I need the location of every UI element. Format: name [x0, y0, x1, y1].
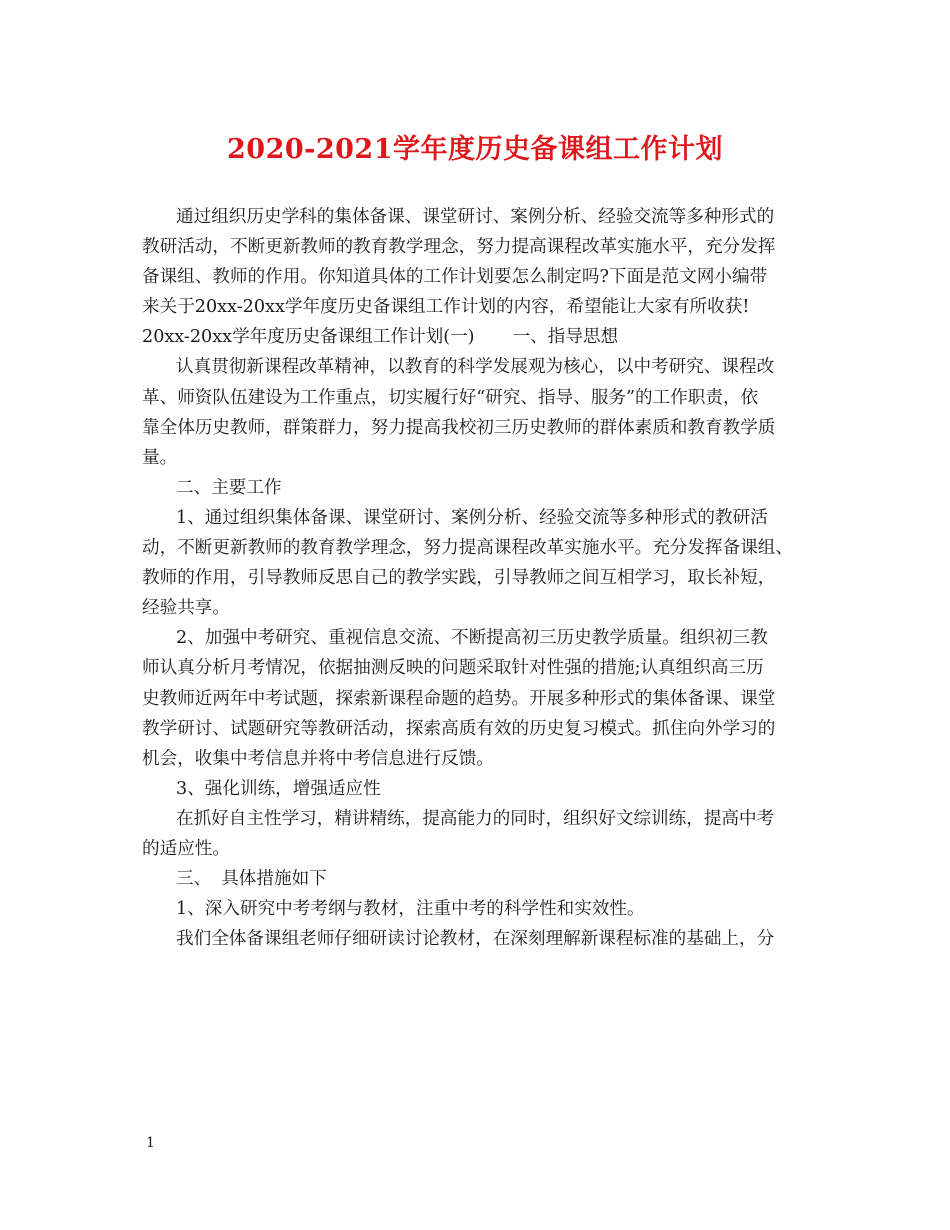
document-title: 2020-2021学年度历史备课组工作计划: [227, 134, 723, 165]
document-body: [142, 202, 822, 954]
section-number: 三、: [176, 869, 212, 890]
section-heading-line: [142, 864, 822, 894]
body-line: 革、师资队伍建设为工作重点，切实履行好“研究、指导、服务”的工作职责，依: [142, 387, 759, 408]
body-line: 1、深入研究中考考纲与教材，注重中考的科学性和实效性。: [176, 899, 645, 920]
body-line: 备课组、教师的作用。你知道具体的工作计划要怎么制定吗?下面是范文网小编带: [142, 267, 768, 288]
section-heading: 3、强化训练，增强适应性: [176, 778, 381, 799]
body-line: 认真贯彻新课程改革精神，以教育的科学发展观为核心，以中考研究、课程改: [176, 357, 775, 378]
body-line: 的适应性。: [142, 838, 230, 859]
body-line: 量。: [142, 447, 178, 468]
page-number: 1: [146, 1135, 155, 1151]
body-line: 师认真分析月考情况，依据抽测反映的问题采取针对性强的措施;认真组织高三历: [142, 658, 764, 679]
body-line: 我们全体备课组老师仔细研读讨论教材，在深刻理解新课程标准的基础上，分: [176, 929, 775, 950]
body-line: 教研活动，不断更新教师的教育教学理念，努力提高课程改革实施水平，充分发挥: [142, 237, 776, 258]
section-heading: 具体措施如下: [221, 869, 327, 890]
body-line: 教师的作用，引导教师反思自己的教学实践，引导教师之间互相学习，取长补短，: [142, 568, 776, 589]
body-line: 1、通过组织集体备课、课堂研讨、案例分析、经验交流等多种形式的教研活: [176, 507, 768, 528]
body-line: 2、加强中考研究、重视信息交流、不断提高初三历史教学质量。组织初三教: [176, 628, 768, 649]
section-heading: 一、指导思想: [512, 327, 619, 348]
body-line: 机会，收集中考信息并将中考信息进行反馈。: [142, 748, 494, 769]
body-line-with-heading: [142, 322, 822, 352]
body-line: 经验共享。: [142, 598, 230, 619]
section-subtitle: 20xx-20xx学年度历史备课组工作计划(一): [142, 327, 475, 348]
body-line: 动，不断更新教师的教育教学理念，努力提高课程改革实施水平。充分发挥备课组、: [142, 538, 793, 559]
body-line: 通过组织历史学科的集体备课、课堂研讨、案例分析、经验交流等多种形式的: [176, 207, 775, 227]
body-line: 靠全体历史教师，群策群力，努力提高我校初三历史教师的群体素质和教育教学质: [142, 417, 776, 438]
body-line: 来关于20xx-20xx学年度历史备课组工作计划的内容，希望能让大家有所收获!: [142, 297, 750, 318]
body-line: 教学研讨、试题研究等教研活动，探索高质有效的历史复习模式。抓住向外学习的: [142, 718, 776, 739]
body-line: 史教师近两年中考试题，探索新课程命题的趋势。开展多种形式的集体备课、课堂: [142, 688, 776, 709]
section-heading: 二、主要工作: [176, 477, 282, 498]
body-line: 在抓好自主性学习，精讲精练，提高能力的同时，组织好文综训练，提高中考: [176, 808, 775, 829]
